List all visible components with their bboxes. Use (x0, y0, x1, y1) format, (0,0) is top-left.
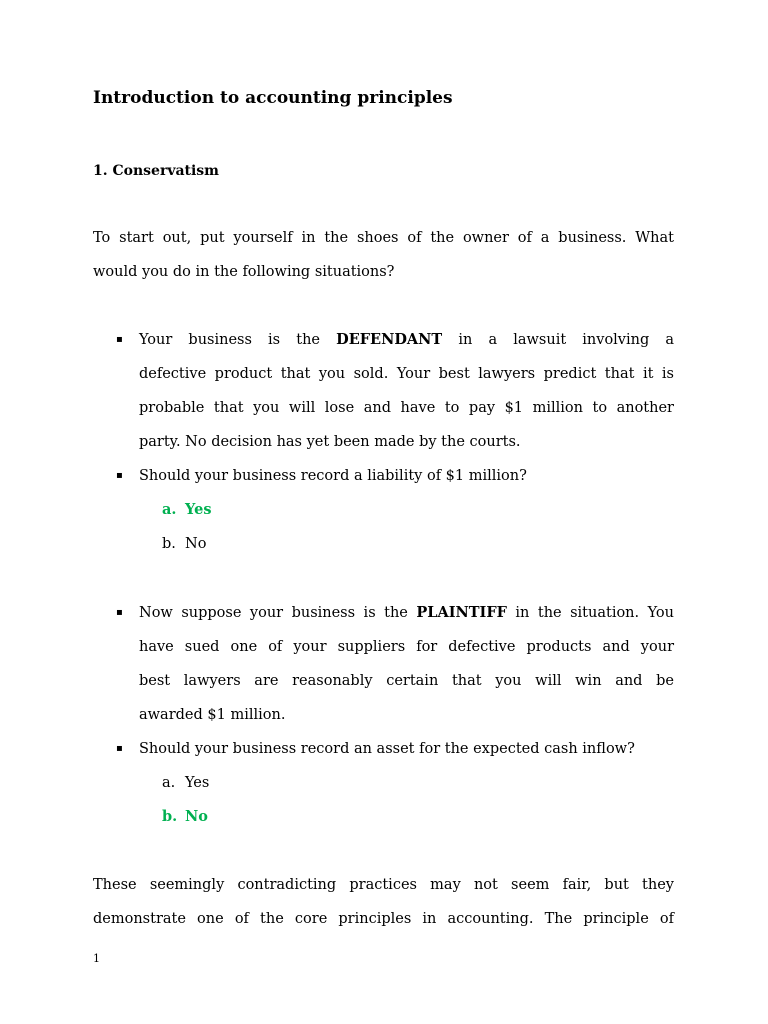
scenario1-line1-pre: Your business is the (139, 332, 320, 348)
scenario2-option-a-text: Yes (185, 775, 210, 791)
scenario1-question: Should your business record a liability of $1 million? (139, 468, 527, 484)
closing-line-1: These seemingly contradicting practices may not seem fair, but they (93, 877, 674, 893)
scenario2-option-b-letter: b. (162, 808, 178, 825)
bullet-marker: ▪ (116, 743, 123, 754)
bullet-marker: ▪ (116, 334, 123, 345)
scenario2-option-a-letter: a. (162, 775, 176, 791)
bullet-marker: ▪ (116, 470, 123, 481)
intro-line-1: To start out, put yourself in the shoes of the owner of a business. What (93, 230, 674, 246)
page-number: 1 (93, 952, 100, 965)
scenario1-option-a-text: Yes (185, 501, 212, 518)
scenario2-line-2: have sued one of your suppliers for defective products and your (139, 639, 674, 655)
intro-line-2: would you do in the following situations? (93, 264, 395, 280)
defendant-term: DEFENDANT (336, 331, 443, 348)
document-title: Introduction to accounting principles (93, 88, 453, 108)
closing-line-2: demonstrate one of the core principles in accounting. The principle of (93, 911, 674, 927)
scenario2-line-1 (139, 603, 674, 623)
scenario1-line-4: party. No decision has yet been made by the courts. (139, 434, 521, 450)
scenario1-option-a-letter: a. (162, 501, 177, 518)
plaintiff-term: PLAINTIFF (416, 604, 507, 621)
scenario2-question: Should your business record an asset for the expected cash inflow? (139, 741, 635, 757)
bullet-marker: ▪ (116, 607, 123, 618)
scenario1-option-b-text: No (185, 536, 207, 552)
section-heading: 1. Conservatism (93, 163, 219, 179)
scenario2-line1-pre: Now suppose your business is the (139, 605, 408, 621)
scenario1-line-2: defective product that you sold. Your best lawyers predict that it is (139, 366, 674, 382)
scenario1-line1-post: in a lawsuit involving a (458, 332, 675, 348)
scenario1-line-1 (139, 330, 674, 350)
scenario1-line-3: probable that you will lose and have to pay $1 million to another (139, 400, 674, 416)
scenario2-line-3: best lawyers are reasonably certain that you will win and be (139, 673, 674, 689)
scenario2-option-b-text: No (185, 808, 208, 825)
scenario2-line-4: awarded $1 million. (139, 707, 286, 723)
scenario2-line1-post: in the situation. You (515, 605, 674, 621)
scenario1-option-b-letter: b. (162, 536, 176, 552)
